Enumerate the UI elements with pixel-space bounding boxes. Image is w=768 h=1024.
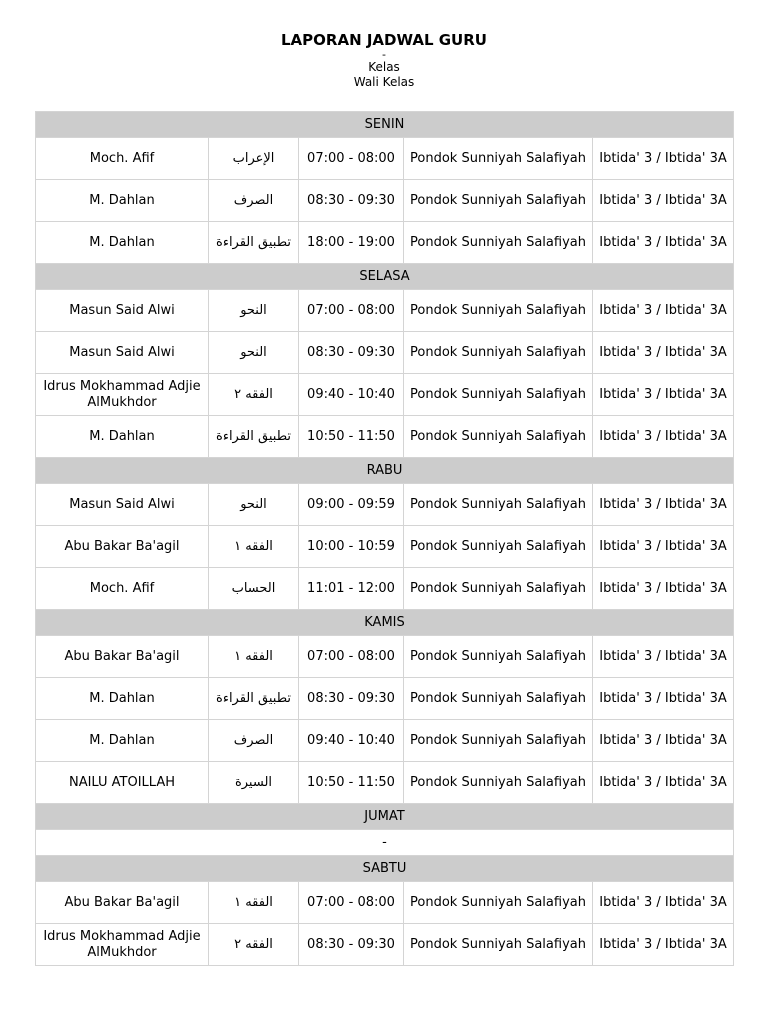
institution-cell: Pondok Sunniyah Salafiyah [404,416,593,458]
table-row [36,678,734,720]
table-row [36,374,734,416]
class-cell: Ibtida' 3 / Ibtida' 3A [593,222,734,264]
teacher-cell: Masun Said Alwi [36,332,209,374]
subject-cell: الفقه ١ [209,636,299,678]
class-cell: Ibtida' 3 / Ibtida' 3A [593,882,734,924]
institution-cell: Pondok Sunniyah Salafiyah [404,924,593,966]
table-row [36,290,734,332]
class-cell: Ibtida' 3 / Ibtida' 3A [593,484,734,526]
institution-cell: Pondok Sunniyah Salafiyah [404,678,593,720]
teacher-cell: Abu Bakar Ba'agil [36,882,209,924]
subject-cell: النحو [209,290,299,332]
institution-cell: Pondok Sunniyah Salafiyah [404,138,593,180]
subject-cell: السيرة [209,762,299,804]
class-cell: Ibtida' 3 / Ibtida' 3A [593,374,734,416]
class-cell: Ibtida' 3 / Ibtida' 3A [593,568,734,610]
institution-cell: Pondok Sunniyah Salafiyah [404,526,593,568]
institution-cell: Pondok Sunniyah Salafiyah [404,222,593,264]
institution-cell: Pondok Sunniyah Salafiyah [404,484,593,526]
teacher-name: - [382,48,386,61]
institution-cell: Pondok Sunniyah Salafiyah [404,882,593,924]
teacher-cell: M. Dahlan [36,222,209,264]
report-header [0,30,768,90]
teacher-cell: Moch. Afif [36,568,209,610]
institution-cell: Pondok Sunniyah Salafiyah [404,762,593,804]
empty-day-row [36,830,734,856]
subject-cell: الصرف [209,720,299,762]
time-cell: 09:00 - 09:59 [299,484,404,526]
day-name: RABU [36,458,734,484]
table-row [36,332,734,374]
subject-cell: الفقه ١ [209,526,299,568]
class-cell: Ibtida' 3 / Ibtida' 3A [593,332,734,374]
day-header-row [36,804,734,830]
time-cell: 10:00 - 10:59 [299,526,404,568]
table-row [36,924,734,966]
day-header-row [36,112,734,138]
subject-cell: الفقه ١ [209,882,299,924]
class-cell: Ibtida' 3 / Ibtida' 3A [593,678,734,720]
subject-cell: الصرف [209,180,299,222]
time-cell: 07:00 - 08:00 [299,138,404,180]
subject-cell: الفقه ٢ [209,924,299,966]
table-row [36,138,734,180]
table-row [36,526,734,568]
schedule-body [36,112,734,966]
day-name: SENIN [36,112,734,138]
class-cell: Ibtida' 3 / Ibtida' 3A [593,138,734,180]
teacher-cell: M. Dahlan [36,416,209,458]
time-cell: 09:40 - 10:40 [299,720,404,762]
teacher-cell: Idrus Mokhammad Adjie AlMukhdor [36,374,209,416]
homeroom-label: Wali Kelas [353,75,415,89]
class-cell: Ibtida' 3 / Ibtida' 3A [593,762,734,804]
subject-cell: تطبيق القراءة [209,678,299,720]
time-cell: 08:30 - 09:30 [299,924,404,966]
teacher-cell: Moch. Afif [36,138,209,180]
class-cell: Ibtida' 3 / Ibtida' 3A [593,526,734,568]
class-cell: Ibtida' 3 / Ibtida' 3A [593,416,734,458]
institution-cell: Pondok Sunniyah Salafiyah [404,332,593,374]
report-title: LAPORAN JADWAL GURU [281,31,487,49]
class-cell: Ibtida' 3 / Ibtida' 3A [593,924,734,966]
empty-day-placeholder: - [36,830,734,856]
table-row [36,568,734,610]
teacher-cell: NAILU ATOILLAH [36,762,209,804]
day-header-row [36,856,734,882]
subject-cell: النحو [209,484,299,526]
day-header-row [36,458,734,484]
institution-cell: Pondok Sunniyah Salafiyah [404,290,593,332]
time-cell: 11:01 - 12:00 [299,568,404,610]
day-name: SABTU [36,856,734,882]
teacher-cell: Masun Said Alwi [36,290,209,332]
class-cell: Ibtida' 3 / Ibtida' 3A [593,180,734,222]
table-row [36,416,734,458]
institution-cell: Pondok Sunniyah Salafiyah [404,636,593,678]
class-cell: Ibtida' 3 / Ibtida' 3A [593,720,734,762]
subject-cell: الفقه ٢ [209,374,299,416]
table-row [36,180,734,222]
teacher-cell: Idrus Mokhammad Adjie AlMukhdor [36,924,209,966]
time-cell: 08:30 - 09:30 [299,180,404,222]
table-row [36,720,734,762]
teacher-cell: Masun Said Alwi [36,484,209,526]
day-name: KAMIS [36,610,734,636]
day-header-row [36,610,734,636]
institution-cell: Pondok Sunniyah Salafiyah [404,568,593,610]
institution-cell: Pondok Sunniyah Salafiyah [404,720,593,762]
time-cell: 18:00 - 19:00 [299,222,404,264]
teacher-cell: M. Dahlan [36,678,209,720]
time-cell: 09:40 - 10:40 [299,374,404,416]
teacher-cell: M. Dahlan [36,720,209,762]
subject-cell: الإعراب [209,138,299,180]
day-name: SELASA [36,264,734,290]
teacher-cell: Abu Bakar Ba'agil [36,526,209,568]
time-cell: 07:00 - 08:00 [299,290,404,332]
subject-cell: تطبيق القراءة [209,222,299,264]
teacher-cell: Abu Bakar Ba'agil [36,636,209,678]
time-cell: 10:50 - 11:50 [299,762,404,804]
time-cell: 08:30 - 09:30 [299,678,404,720]
time-cell: 08:30 - 09:30 [299,332,404,374]
time-cell: 07:00 - 08:00 [299,882,404,924]
schedule-table [35,111,734,966]
class-cell: Ibtida' 3 / Ibtida' 3A [593,290,734,332]
day-header-row [36,264,734,290]
table-row [36,484,734,526]
day-name: JUMAT [36,804,734,830]
time-cell: 07:00 - 08:00 [299,636,404,678]
institution-cell: Pondok Sunniyah Salafiyah [404,180,593,222]
class-cell: Ibtida' 3 / Ibtida' 3A [593,636,734,678]
subject-cell: النحو [209,332,299,374]
subject-cell: الحساب [209,568,299,610]
table-row [36,636,734,678]
table-row [36,762,734,804]
subject-cell: تطبيق القراءة [209,416,299,458]
institution-cell: Pondok Sunniyah Salafiyah [404,374,593,416]
table-row [36,882,734,924]
time-cell: 10:50 - 11:50 [299,416,404,458]
table-row [36,222,734,264]
teacher-cell: M. Dahlan [36,180,209,222]
class-label: Kelas [368,60,400,74]
